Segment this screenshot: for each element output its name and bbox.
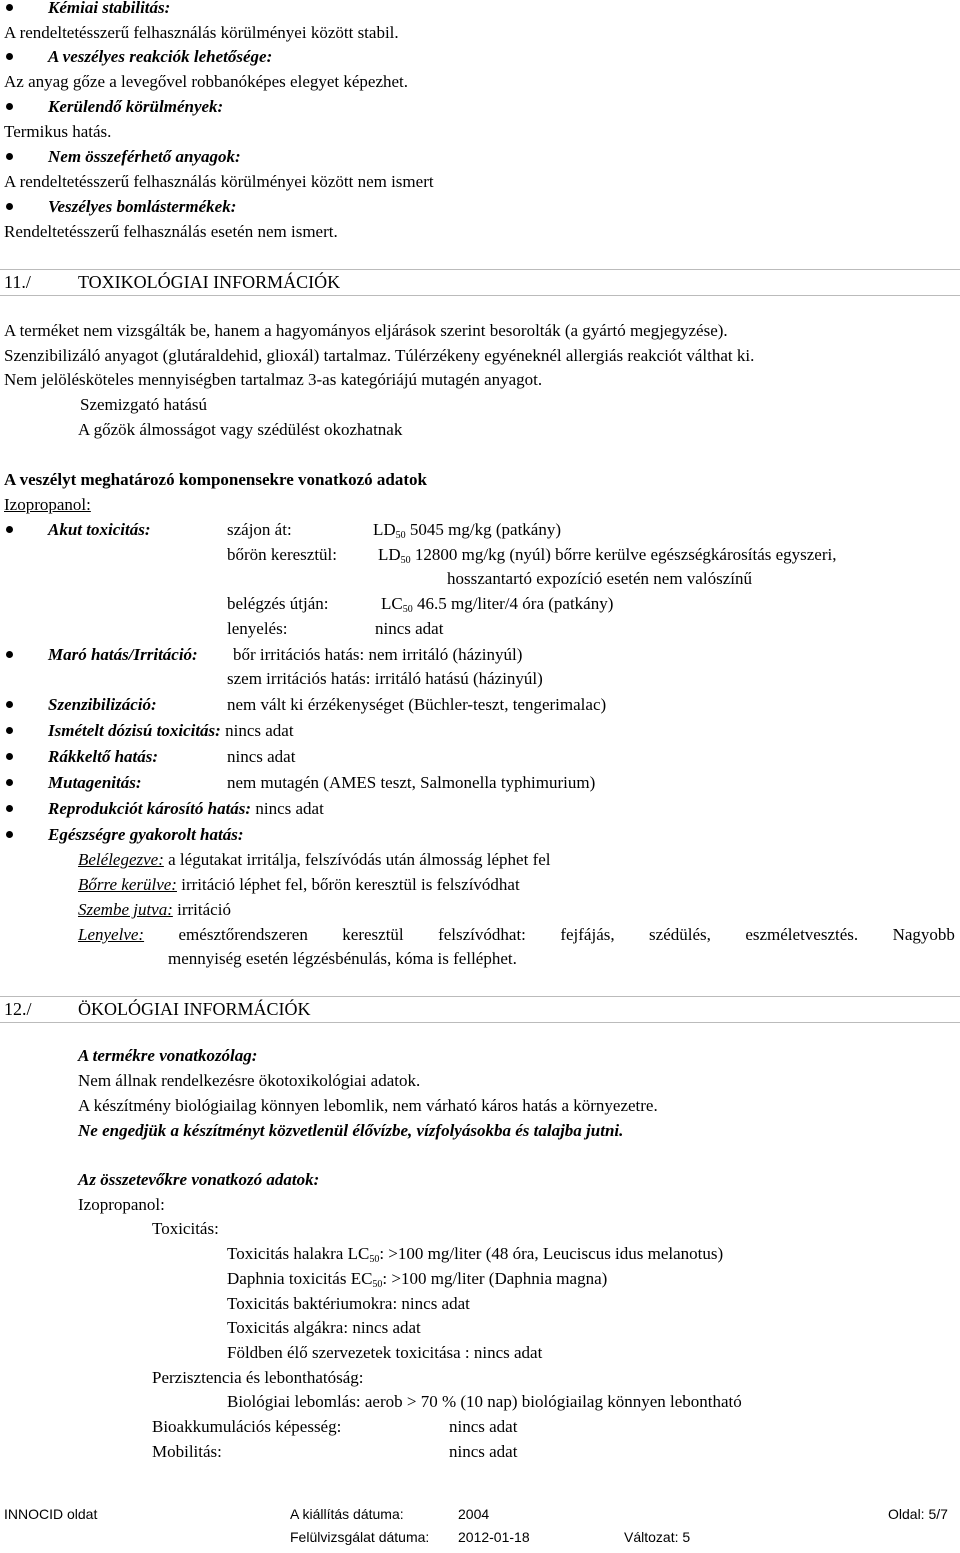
swallow-word: emésztőrendszeren: [178, 925, 308, 944]
toxicity-label: Toxicitás:: [152, 1219, 219, 1238]
acute-toxicity-label: Akut toxicitás:: [48, 520, 151, 539]
reactions-text: Az anyag gőze a levegővel robbanóképes elegyet képezhet.: [4, 72, 409, 91]
section-title: TOXIKOLÓGIAI INFORMÁCIÓK: [78, 272, 341, 292]
bullet: [6, 753, 13, 760]
paragraph: A gőzök álmosságot vagy szédülést okozhatnak: [78, 420, 403, 439]
sensitization-label: Szenzibilizáció:: [48, 695, 157, 714]
paragraph: Nem jelölésköteles mennyiségben tartalmaz 3-as kategóriájú mutagén anyagot.: [4, 370, 543, 389]
components-heading: Az összetevőkre vonatkozó adatok:: [78, 1170, 320, 1189]
bacteria-toxicity: Toxicitás baktériumokra: nincs adat: [227, 1294, 470, 1313]
algae-toxicity: Toxicitás algákra: nincs adat: [227, 1318, 421, 1337]
inhalation-label: belégzés útján:: [227, 594, 329, 613]
reproductive-line: Reprodukciót károsító hatás: nincs adat: [48, 799, 324, 818]
mutagenicity-label: Mutagenitás:: [48, 773, 142, 792]
footer-page: Oldal: 5/7: [888, 1506, 948, 1522]
footer-company: INNOCID oldat: [4, 1506, 98, 1522]
product-line: Nem állnak rendelkezésre ökotoxikológiai adatok.: [78, 1071, 421, 1090]
bioaccumulation-value: nincs adat: [449, 1417, 518, 1436]
repeated-dose-line: Ismételt dózisú toxicitás: nincs adat: [48, 721, 294, 740]
bullet: [6, 526, 13, 533]
chem-stability-label: Kémiai stabilitás:: [48, 0, 171, 17]
soil-toxicity: Földben élő szervezetek toxicitása : nincs adat: [227, 1343, 543, 1362]
avoid-label: Kerülendő körülmények:: [48, 97, 224, 116]
corrosive-value: bőr irritációs hatás: nem irritáló (házinyúl): [233, 645, 523, 664]
product-heading: A termékre vonatkozólag:: [78, 1046, 258, 1065]
paragraph: Szemizgató hatású: [80, 395, 207, 414]
oral-label: szájon át:: [227, 520, 292, 539]
product-line: A készítmény biológiailag könnyen lebomlik, nem várható káros hatás a környezetre.: [78, 1096, 658, 1115]
eye-line: Szembe jutva: irritáció: [78, 900, 231, 919]
bullet: [6, 651, 13, 658]
bullet: [6, 831, 13, 838]
swallow-line: [78, 925, 955, 945]
carcinogenic-value: nincs adat: [227, 747, 296, 766]
section-11-header: [0, 269, 960, 296]
footer-version: Változat: 5: [624, 1529, 691, 1545]
carcinogenic-label: Rákkeltő hatás:: [48, 747, 159, 766]
reactions-label: A veszélyes reakciók lehetősége:: [48, 47, 273, 66]
incompatible-label: Nem összeférhető anyagok:: [48, 147, 241, 166]
bullet: [6, 203, 13, 210]
daphnia-toxicity: Daphnia toxicitás $EC_{50}$: >100 mg/liter (Daphnia magna): [227, 1269, 608, 1290]
components-heading: A veszélyt meghatározó komponensekre vonatkozó adatok: [4, 470, 427, 489]
persistence-label: Perzisztencia és lebonthatóság:: [152, 1368, 364, 1387]
section-number: 11./: [4, 272, 31, 292]
footer-review-label: Felülvizsgálat dátuma:: [290, 1529, 430, 1545]
decomposition-label: Veszélyes bomlástermékek:: [48, 197, 237, 216]
footer-review-value: 2012-01-18: [458, 1529, 530, 1545]
footer-issue-value: 2004: [458, 1506, 490, 1522]
dermal-value: $LD_{50}$ 12800 mg/kg (nyúl) bőrre kerülve egészségkárosítás egyszeri,: [378, 545, 837, 566]
footer-issue-label: A kiállítás dátuma:: [290, 1506, 404, 1522]
biodegradation: Biológiai lebomlás: aerob > 70 % (10 nap) biológiailag könnyen lebontható: [227, 1392, 742, 1411]
corrosive-value-2: szem irritációs hatás: irritáló hatású (házinyúl): [227, 669, 543, 688]
skin-line: Bőrre kerülve: irritáció léphet fel, bőrön keresztül is felszívódhat: [78, 875, 520, 894]
bullet: [6, 779, 13, 786]
component-name: Izopropanol:: [4, 495, 91, 514]
swallow-word: felszívódhat:: [438, 925, 526, 944]
bullet: [6, 153, 13, 160]
avoid-text: Termikus hatás.: [4, 122, 112, 141]
mobility-label: Mobilitás:: [152, 1442, 222, 1461]
sensitization-value: nem vált ki érzékenységet (Büchler-teszt, tengerimalac): [227, 695, 607, 714]
product-warning: Ne engedjük a készítményt közvetlenül élővízbe, vízfolyásokba és talajba jutni.: [78, 1121, 624, 1140]
bullet: [6, 103, 13, 110]
swallow-word: eszméletvesztés.: [745, 925, 859, 944]
inhalation-value: $LC_{50}$ 46.5 mg/liter/4 óra (patkány): [381, 594, 614, 615]
ingestion-value: nincs adat: [375, 619, 444, 638]
swallow-label: Lenyelve:: [78, 925, 145, 944]
bullet: [6, 727, 13, 734]
dermal-value-2: hosszantartó expozíció esetén nem valószínű: [447, 569, 752, 588]
paragraph: A terméket nem vizsgálták be, hanem a hagyományos eljárások szerint besorolták (a gyártó megjegyzése).: [4, 321, 728, 340]
swallow-word: keresztül: [342, 925, 404, 944]
corrosive-label: Maró hatás/Irritáció:: [48, 645, 198, 664]
bioaccumulation-label: Bioakkumulációs képesség:: [152, 1417, 342, 1436]
bullet: [6, 701, 13, 708]
section-title: ÖKOLÓGIAI INFORMÁCIÓK: [78, 999, 311, 1019]
section-12-header: [0, 996, 960, 1023]
swallow-word: Nagyobb: [892, 925, 955, 944]
mutagenicity-value: nem mutagén (AMES teszt, Salmonella typhimurium): [227, 773, 596, 792]
oral-value: $LD_{50}$ 5045 mg/kg (patkány): [373, 520, 562, 541]
swallow-line-2: mennyiség esetén légzésbénulás, kóma is felléphet.: [168, 949, 517, 968]
chem-stability-text: A rendeltetésszerű felhasználás körülményei között stabil.: [4, 23, 399, 42]
ingestion-label: lenyelés:: [227, 619, 288, 638]
bullet: [6, 805, 13, 812]
incompatible-text: A rendeltetésszerű felhasználás körülményei között nem ismert: [4, 172, 434, 191]
component-name: Izopropanol:: [78, 1195, 165, 1214]
bullet: [6, 4, 13, 11]
decomposition-text: Rendeltetésszerű felhasználás esetén nem ismert.: [4, 222, 338, 241]
paragraph: Szenzibilizáló anyagot (glutáraldehid, glioxál) tartalmaz. Túlérzékeny egyéneknél allergiás reakciót válthat ki.: [4, 346, 755, 365]
inhaled-line: Belélegezve: a légutakat irritálja, felszívódás után álmosság léphet fel: [78, 850, 551, 869]
dermal-label: bőrön keresztül:: [227, 545, 337, 564]
section-number: 12./: [4, 999, 32, 1019]
mobility-value: nincs adat: [449, 1442, 518, 1461]
health-effects-label: Egészségre gyakorolt hatás:: [48, 825, 244, 844]
swallow-word: fejfájás,: [560, 925, 615, 944]
fish-toxicity: Toxicitás halakra $LC_{50}$: >100 mg/liter (48 óra, Leuciscus idus melanotus): [227, 1244, 724, 1265]
bullet: [6, 53, 13, 60]
swallow-word: szédülés,: [649, 925, 711, 944]
